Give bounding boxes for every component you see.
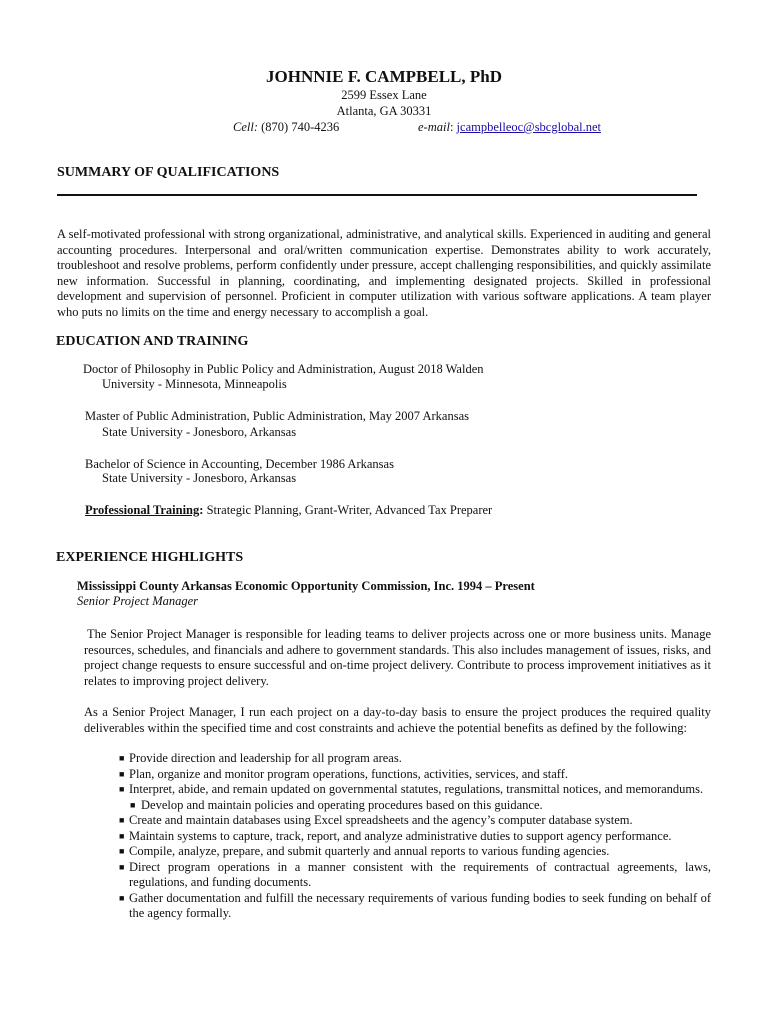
square-bullet-icon: ■ [119,846,125,856]
training-label: Professional Training [85,503,200,517]
summary-text: A self-motivated professional with strong organizational, administrative, and analytical skills. Experienced in auditing and general accounting procedures. Interpersonal and oral/written communication expertise. Demonstrates ability to work accurately, troubleshoot and resolve problems, perform confidently under pressure, accept challenging responsibilities, and quickly assimilate new information. Successful in planning, coordinating, and implementing designated projects. Skilled in professional development and supervision of personnel. Proficient in computer utilization with various software applications. A team player who puts no limits on the time and energy necessary to accomplish a goal. [57,227,711,319]
list-item [119,844,711,860]
contact-line [0,120,768,136]
organization-name: Mississippi County Arkansas Economic Opportunity Commission, Inc. 1994 – Present [77,579,535,593]
bullet-text: Develop and maintain policies and operating procedures based on this guidance. [141,797,543,812]
square-bullet-icon: ■ [119,784,125,794]
degree-3-line-1: Bachelor of Science in Accounting, December 1986 Arkansas [85,457,394,471]
list-item [119,829,711,845]
list-item [119,767,711,783]
bullet-text: Create and maintain databases using Excel spreadsheets and the agency’s computer database system. [129,813,633,827]
square-bullet-icon: ■ [119,768,125,779]
list-item [119,782,711,798]
degree-2-line-1: Master of Public Administration, Public Administration, May 2007 Arkansas [85,409,470,423]
training-colon: : [199,503,204,517]
degree-1-line-1: Doctor of Philosophy in Public Policy and Administration, August 2018 Walden [83,362,484,376]
section-divider [57,194,697,196]
email-label: e-mail [418,120,450,134]
square-bullet-icon: ■ [119,830,125,841]
list-item [119,813,711,829]
experience-paragraph-1: The Senior Project Manager is responsible for leading teams to deliver projects across one or more business units. Manage resources, schedules, and financials and adhere to government standards. This also includes management of issues, risks, and project change requests to ensure successful and on-time project delivery. Contribute to process improvement initiatives as it relates to improving project delivery. [84,627,711,688]
training-value: Strategic Planning, Grant-Writer, Advanced Tax Preparer [203,503,493,517]
list-item [119,751,711,767]
square-bullet-icon: ■ [119,861,125,872]
email-colon: : [449,120,454,134]
professional-training [85,503,492,519]
cell-label: Cell: [233,120,258,134]
email-link[interactable]: jcampbelleoc@sbcglobal.net [456,120,601,134]
square-bullet-icon: ■ [119,815,125,825]
bullet-text: Interpret, abide, and remain updated on governmental statutes, regulations, transmittal notices, and memorandums. [129,782,704,796]
education-heading: EDUCATION AND TRAINING [56,334,249,349]
email [418,120,601,136]
bullet-text: Provide direction and leadership for all program areas. [129,751,402,765]
responsibilities-list [119,751,711,922]
summary-heading: SUMMARY OF QUALIFICATIONS [57,165,280,180]
degree-3-line-2: State University - Jonesboro, Arkansas [102,471,297,485]
square-bullet-icon: ■ [119,892,125,903]
address-line-2: Atlanta, GA 30331 [336,104,432,118]
bullet-text: Direct program operations in a manner consistent with the requirements of contractual agreements, laws, regulations, and funding documents. [129,859,711,889]
degree-2-line-2: State University - Jonesboro, Arkansas [102,425,297,439]
list-item [119,860,711,891]
list-item [119,891,711,922]
square-bullet-icon: ■ [119,753,125,763]
cell-phone [233,120,339,136]
bullet-text: Gather documentation and fulfill the necessary requirements of various funding bodies to seek funding on behalf of the agency formally. [129,890,711,920]
experience-paragraph-2: As a Senior Project Manager, I run each project on a day-to-day basis to ensure the project produces the required quality deliverables within the specified time and cost constraints and achieve the potential benefits as defined by the following: [84,705,711,735]
cell-value: (870) 740-4236 [261,120,340,134]
address-line-1: 2599 Essex Lane [341,88,427,102]
resume-name: JOHNNIE F. CAMPBELL, PhD [266,67,502,86]
job-title: Senior Project Manager [77,594,199,608]
list-item [119,798,711,814]
square-bullet-icon: ■ [130,799,136,810]
bullet-text: Maintain systems to capture, track, report, and analyze administrative duties to support agency performance. [129,828,672,843]
bullet-text: Plan, organize and monitor program operations, functions, activities, services, and staff. [129,766,569,781]
experience-heading: EXPERIENCE HIGHLIGHTS [56,550,244,565]
degree-1-line-2: University - Minnesota, Minneapolis [102,377,287,391]
bullet-text: Compile, analyze, prepare, and submit quarterly and annual reports to various funding agencies. [129,844,610,858]
